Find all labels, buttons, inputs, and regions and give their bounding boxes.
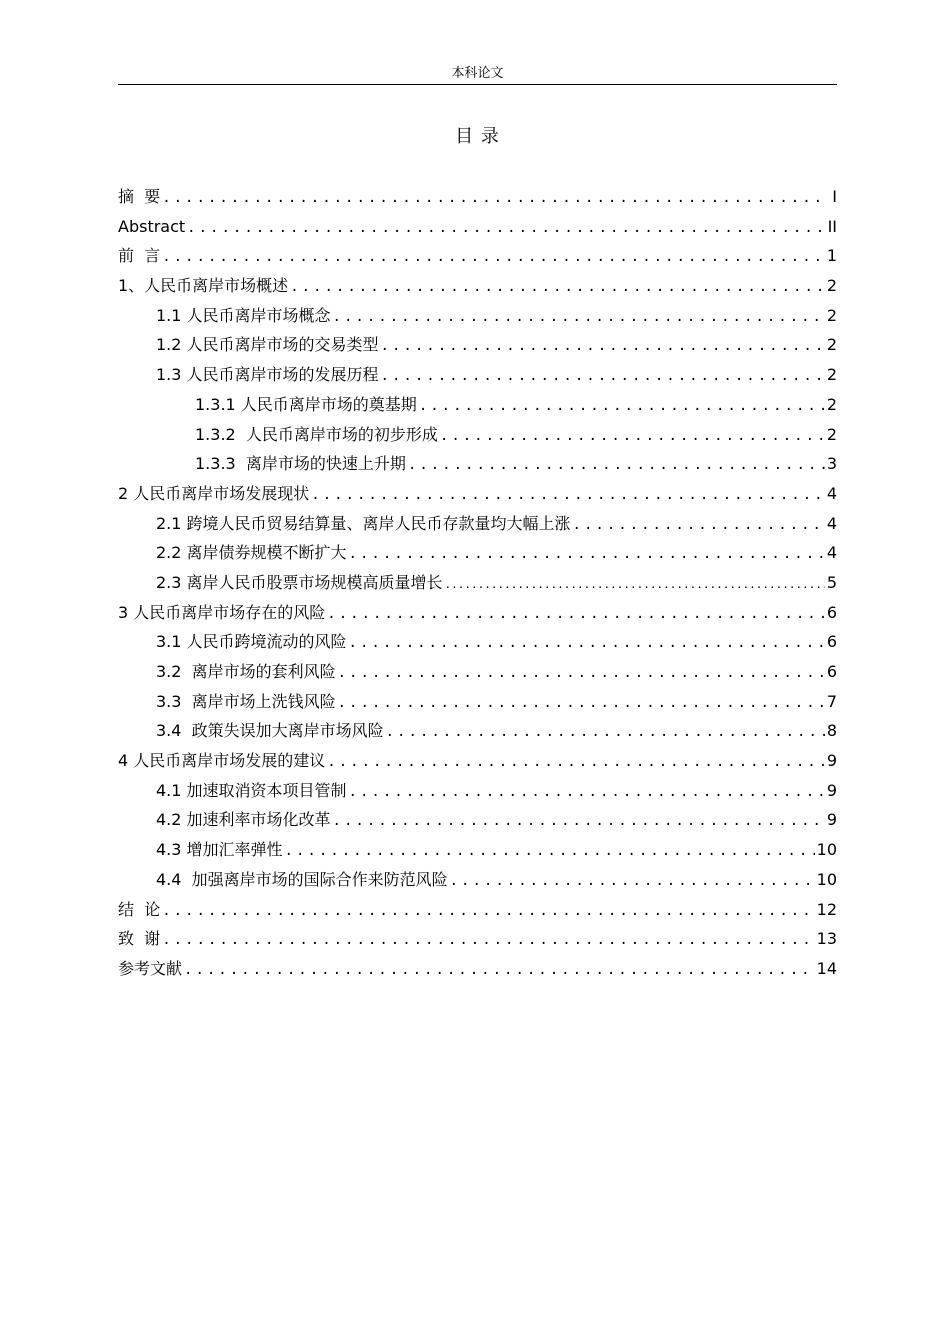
toc-entry-ch1-3-1[interactable]	[118, 390, 837, 420]
toc-entry-title: 致 谢	[118, 929, 161, 949]
toc-entry-ch4-2[interactable]	[118, 805, 837, 835]
toc-dot-leader	[386, 718, 825, 748]
toc-dot-leader	[184, 956, 815, 986]
toc-page-number: II	[827, 216, 837, 236]
toc-dot-leader	[440, 422, 825, 452]
toc-dot-leader	[408, 451, 825, 481]
toc-page-number: 4	[826, 543, 837, 563]
toc-dot-leader	[450, 867, 815, 897]
toc-entry-title: 前 言	[118, 246, 161, 266]
toc-dot-leader	[162, 184, 827, 214]
toc-page-number: 7	[826, 691, 837, 711]
toc-page-number: 10	[816, 869, 837, 889]
toc-entry-title: 结 论	[118, 899, 161, 919]
toc-entry-ch3-1[interactable]	[118, 627, 837, 657]
toc-entry-title: 4.2 加速利率市场化改革	[156, 810, 331, 830]
toc-entry-title: 参考文献	[118, 958, 183, 978]
toc-dot-leader	[445, 570, 825, 600]
toc-entry-title: 3.1 人民币跨境流动的风险	[156, 632, 347, 652]
toc-dot-leader	[349, 540, 825, 570]
toc-entry-title: 1.3 人民币离岸市场的发展历程	[156, 365, 379, 385]
toc-dot-leader	[162, 926, 814, 956]
toc-page-number: 2	[826, 394, 837, 414]
toc-entry-title: 2.1 跨境人民币贸易结算量、离岸人民币存款量均大幅上涨	[156, 513, 571, 533]
toc-dot-leader	[162, 243, 825, 273]
toc-entry-title: 3.3 离岸市场上洗钱风险	[156, 691, 336, 711]
toc-entry-abstract-cn[interactable]	[118, 182, 837, 212]
toc-page-number: 4	[826, 483, 837, 503]
toc-entry-title: 1、人民币离岸市场概述	[118, 276, 289, 296]
toc-entry-ch4-3[interactable]	[118, 835, 837, 865]
toc-entry-title: 摘 要	[118, 187, 161, 206]
toc-dot-leader	[311, 481, 825, 511]
toc-page-number: 5	[826, 572, 837, 592]
toc-page-number: 10	[816, 840, 837, 860]
toc-entry-ch2-2[interactable]	[118, 538, 837, 568]
toc-page-number: I	[832, 187, 837, 206]
toc-entry-title: 1.3.2 人民币离岸市场的初步形成	[195, 424, 438, 444]
toc-entry-title: 3.4 政策失误加大离岸市场风险	[156, 721, 384, 741]
toc-entry-conclusion[interactable]	[118, 895, 837, 925]
toc-entry-title: 4.1 加速取消资本项目管制	[156, 780, 347, 800]
toc-dot-leader	[333, 303, 825, 333]
toc-dot-leader	[285, 837, 815, 867]
toc-page-number: 14	[816, 958, 837, 978]
toc-entry-abstract-en[interactable]	[118, 212, 837, 242]
toc-entry-title: 1.1 人民币离岸市场概念	[156, 305, 331, 325]
toc-entry-ch2-3[interactable]	[118, 568, 837, 598]
toc-page-number: 2	[826, 305, 837, 325]
page-header: 本科论文	[118, 64, 837, 85]
toc-entry-title: 1.2 人民币离岸市场的交易类型	[156, 335, 379, 355]
toc-dot-leader	[381, 332, 825, 362]
toc-dot-leader	[338, 659, 825, 689]
toc-page-number: 4	[826, 513, 837, 533]
toc-entry-ch4-4[interactable]	[118, 865, 837, 895]
table-of-contents	[118, 182, 837, 984]
toc-page-number: 9	[826, 810, 837, 830]
toc-entry-title: 4 人民币离岸市场发展的建议	[118, 751, 326, 771]
toc-page-number: 6	[826, 632, 837, 652]
toc-entry-ch1[interactable]	[118, 271, 837, 301]
toc-dot-leader	[573, 511, 825, 541]
toc-title: 目 录	[455, 126, 500, 147]
toc-page-number: 6	[826, 602, 837, 622]
toc-dot-leader	[349, 778, 825, 808]
toc-entry-ch3-3[interactable]	[118, 687, 837, 717]
toc-page-number: 2	[826, 424, 837, 444]
toc-entry-ch3[interactable]	[118, 598, 837, 628]
toc-entry-title: 2.2 离岸债券规模不断扩大	[156, 543, 347, 563]
toc-entry-title: 4.3 增加汇率弹性	[156, 840, 283, 860]
toc-page-number: 1	[826, 246, 837, 266]
toc-dot-leader	[162, 897, 814, 927]
toc-dot-leader	[327, 748, 825, 778]
toc-entry-ch4[interactable]	[118, 746, 837, 776]
toc-page-number: 8	[826, 721, 837, 741]
toc-page-number: 13	[816, 929, 837, 949]
toc-page-number: 2	[826, 335, 837, 355]
toc-entry-title: 2.3 离岸人民币股票市场规模高质量增长	[156, 572, 443, 592]
toc-entry-title: 3 人民币离岸市场存在的风险	[118, 602, 326, 622]
toc-page-number: 9	[826, 751, 837, 771]
toc-entry-title: 1.3.3 离岸市场的快速上升期	[195, 454, 406, 474]
toc-dot-leader	[333, 807, 825, 837]
toc-entry-title: 3.2 离岸市场的套利风险	[156, 662, 336, 681]
toc-dot-leader	[290, 273, 825, 303]
toc-entry-ch1-3-3[interactable]	[118, 449, 837, 479]
toc-page-number: 6	[826, 662, 837, 681]
toc-entry-references[interactable]	[118, 954, 837, 984]
toc-page-number: 3	[826, 454, 837, 474]
toc-entry-ch1-3-2[interactable]	[118, 420, 837, 450]
toc-page-number: 2	[826, 365, 837, 385]
toc-entry-thanks[interactable]	[118, 924, 837, 954]
toc-dot-leader	[381, 362, 825, 392]
toc-dot-leader	[338, 689, 825, 719]
toc-entry-ch3-4[interactable]	[118, 716, 837, 746]
toc-entry-ch3-2[interactable]	[118, 657, 837, 687]
toc-dot-leader	[419, 392, 825, 422]
toc-entry-ch2[interactable]	[118, 479, 837, 509]
toc-dot-leader	[327, 600, 825, 630]
toc-page-number: 9	[826, 780, 837, 800]
toc-dot-leader	[187, 214, 825, 244]
toc-entry-ch4-1[interactable]	[118, 776, 837, 806]
toc-page-number: 12	[816, 899, 837, 919]
toc-entry-ch1-3[interactable]	[118, 360, 837, 390]
toc-page-number: 2	[826, 276, 837, 296]
toc-entry-ch2-1[interactable]	[118, 509, 837, 539]
toc-entry-title: Abstract	[118, 216, 186, 236]
toc-entry-title: 4.4 加强离岸市场的国际合作来防范风险	[156, 869, 448, 889]
toc-entry-title: 2 人民币离岸市场发展现状	[118, 483, 310, 503]
toc-entry-title: 1.3.1 人民币离岸市场的奠基期	[195, 394, 417, 414]
toc-entry-ch1-2[interactable]	[118, 330, 837, 360]
toc-dot-leader	[349, 629, 825, 659]
toc-entry-preface[interactable]	[118, 241, 837, 271]
toc-entry-ch1-1[interactable]	[118, 301, 837, 331]
